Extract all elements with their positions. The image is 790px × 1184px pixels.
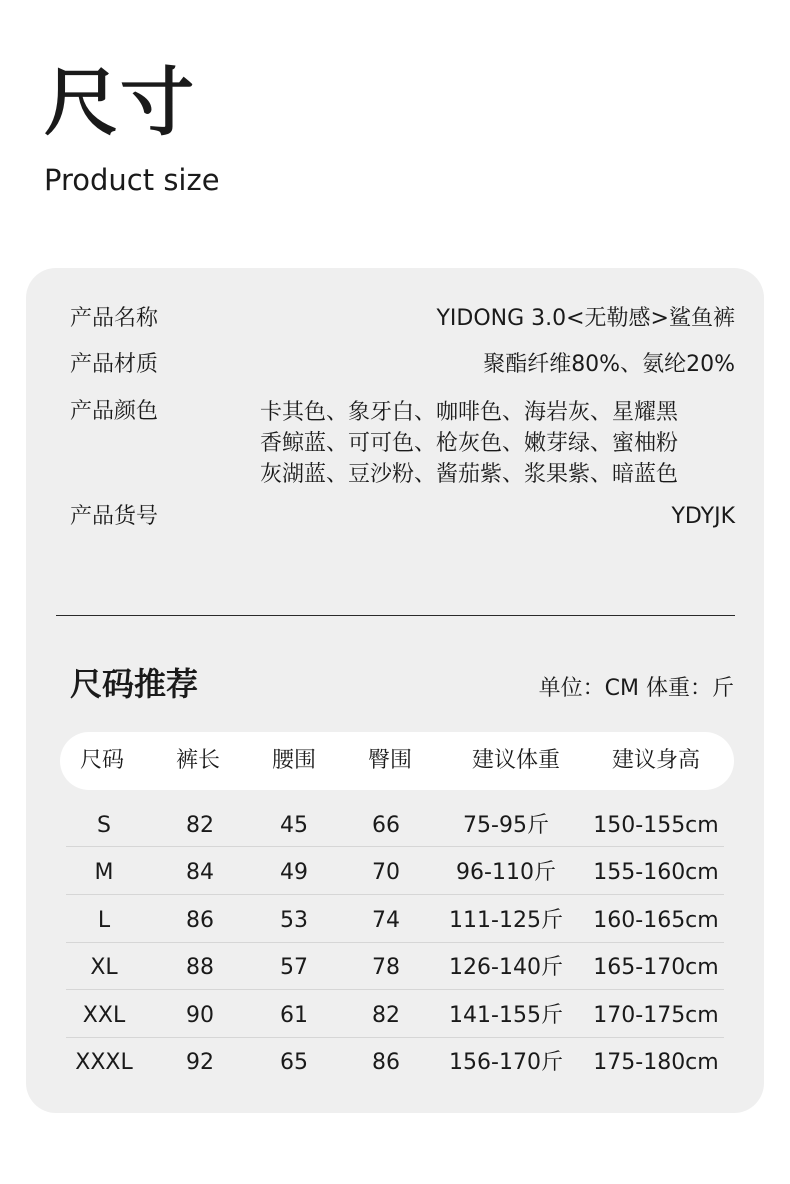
table-cell: L [97,908,111,933]
table-cell: 78 [372,955,400,980]
column-header: 腰围 [271,748,316,773]
column-header: 尺码 [79,748,124,773]
table-cell: 141-155斤 [449,1003,563,1028]
column-header: 建议身高 [611,748,700,773]
row-divider [66,846,724,847]
table-cell: 126-140斤 [449,955,563,980]
column-header: 建议体重 [471,748,560,773]
table-cell: 49 [280,860,308,885]
table-cell: 74 [372,908,400,933]
product-color-row [70,397,735,493]
table-row [26,944,764,991]
table-row [26,802,764,849]
table-cell: 156-170斤 [449,1050,563,1075]
table-cell: XL [90,955,118,980]
table-cell: 82 [186,813,214,838]
row-divider [66,989,724,990]
table-cell: 82 [372,1003,400,1028]
table-cell: 75-95斤 [463,813,549,838]
table-cell: 86 [372,1050,400,1075]
color-line: 灰湖蓝、豆沙粉、酱茄紫、浆果紫、暗蓝色 [260,462,679,487]
table-cell: 160-165cm [593,908,719,933]
table-cell: 92 [186,1050,214,1075]
product-name-label: 产品名称 [70,306,159,331]
table-row [26,1039,764,1086]
table-cell: 84 [186,860,214,885]
product-color-list [260,397,735,490]
product-material-label: 产品材质 [70,352,159,377]
table-cell: 66 [372,813,400,838]
table-cell: 88 [186,955,214,980]
product-sku-label: 产品货号 [70,504,159,529]
page-title: 尺寸 [44,60,196,146]
page-subtitle: Product size [44,163,220,197]
table-cell: 111-125斤 [449,908,563,933]
table-cell: 53 [280,908,308,933]
table-row [26,897,764,944]
product-name-value: YIDONG 3.0<无勒感>鲨鱼裤 [436,306,735,331]
table-cell: 70 [372,860,400,885]
row-divider [66,1037,724,1038]
color-line: 卡其色、象牙白、咖啡色、海岩灰、星耀黑 [260,400,679,425]
table-cell: 150-155cm [593,813,719,838]
table-cell: 65 [280,1050,308,1075]
section-divider [56,615,735,616]
table-cell: 165-170cm [593,955,719,980]
table-cell: 90 [186,1003,214,1028]
table-cell: 86 [186,908,214,933]
table-cell: 170-175cm [593,1003,719,1028]
table-cell: S [97,813,111,838]
color-line: 香鲸蓝、可可色、枪灰色、嫩芽绿、蜜柚粉 [260,431,679,456]
table-cell: 175-180cm [593,1050,719,1075]
column-header: 臀围 [367,748,412,773]
size-table-header [60,732,734,790]
table-row [26,992,764,1039]
table-cell: XXL [82,1003,126,1028]
product-color-label: 产品颜色 [70,399,159,424]
size-section-title: 尺码推荐 [70,665,199,703]
row-divider [66,894,724,895]
table-row [26,849,764,896]
unit-label: 单位：CM 体重：斤 [538,676,734,701]
row-divider [66,942,724,943]
product-sku-value: YDYJK [671,504,735,529]
product-material-value: 聚酯纤维80%、氨纶20% [483,352,735,377]
table-cell: 96-110斤 [456,860,556,885]
table-cell: 155-160cm [593,860,719,885]
column-header: 裤长 [175,748,220,773]
table-cell: 57 [280,955,308,980]
product-info-card [26,268,764,1113]
table-cell: XXXL [75,1050,133,1075]
table-cell: 45 [280,813,308,838]
table-cell: 61 [280,1003,308,1028]
table-cell: M [94,860,114,885]
